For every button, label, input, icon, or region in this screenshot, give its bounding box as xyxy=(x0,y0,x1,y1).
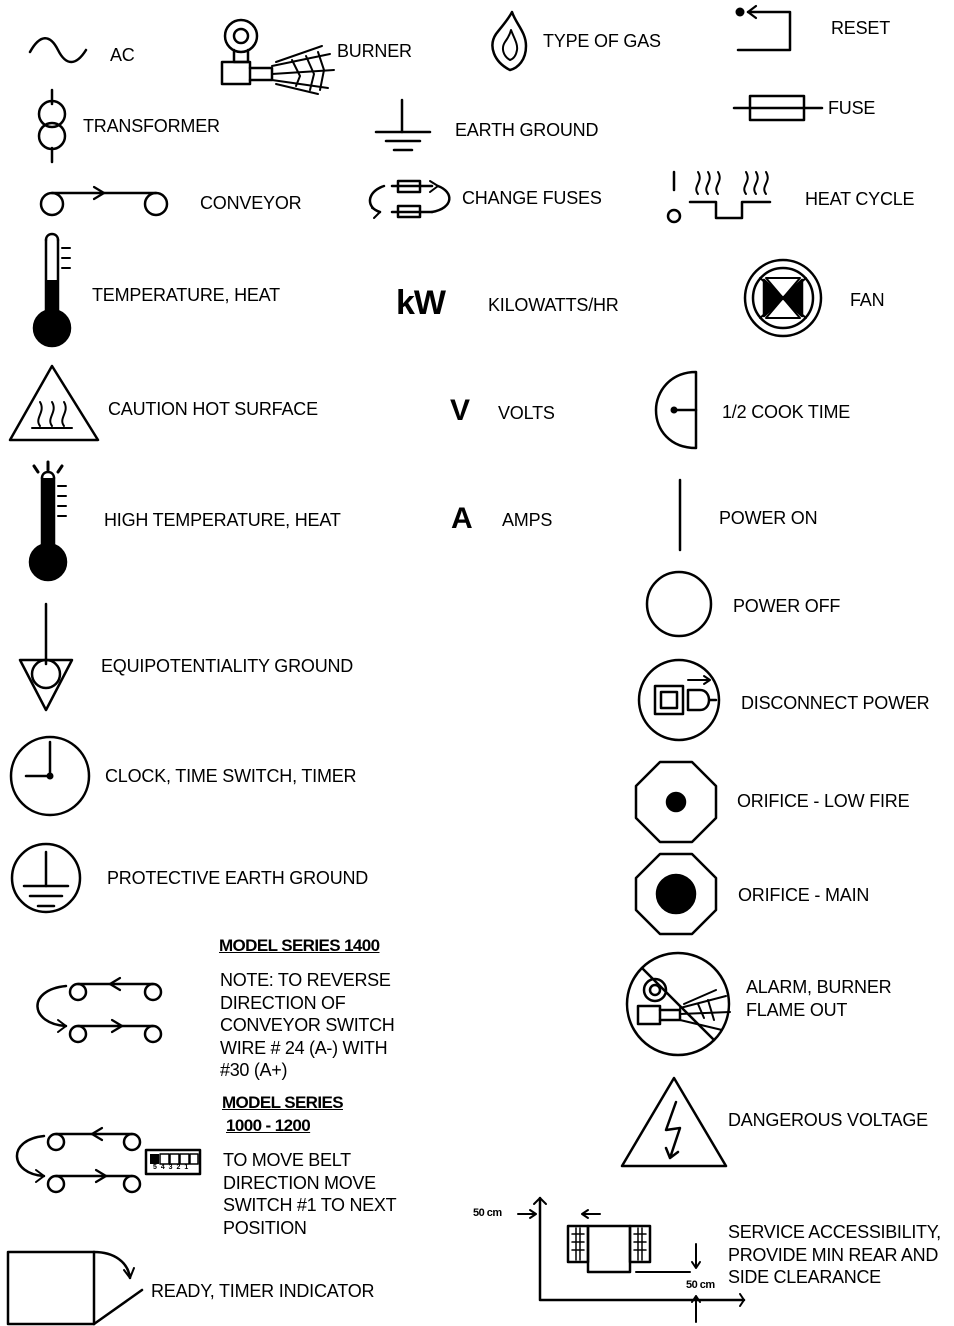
clock-timer-label: CLOCK, TIME SWITCH, TIMER xyxy=(105,766,357,786)
ready-timer-label: READY, TIMER INDICATOR xyxy=(151,1281,375,1301)
model-1400-note xyxy=(220,969,395,1082)
alarm-label-line: ALARM, BURNER xyxy=(746,977,892,997)
amps-label: AMPS xyxy=(502,510,553,530)
note-line: SWITCH #1 TO NEXT xyxy=(223,1195,397,1215)
change-fuses-label: CHANGE FUSES xyxy=(462,188,602,208)
disconnect-power-label: DISCONNECT POWER xyxy=(741,693,930,713)
orifice-main-icon xyxy=(636,854,716,934)
model-1000-heading-1: MODEL SERIES xyxy=(222,1093,343,1112)
note-line: #30 (A+) xyxy=(220,1060,288,1080)
alarm-label-line: FLAME OUT xyxy=(746,999,848,1020)
protective-earth-icon xyxy=(12,844,80,912)
equipotential-ground-icon xyxy=(20,604,72,710)
high-temperature-icon xyxy=(30,462,66,580)
earth-ground-label: EARTH GROUND xyxy=(455,120,599,140)
note-line: TO MOVE BELT xyxy=(223,1150,351,1170)
service-line: SIDE CLEARANCE xyxy=(728,1267,881,1287)
service-label xyxy=(728,1221,941,1289)
change-fuses-icon xyxy=(370,181,449,218)
amps-glyph: A xyxy=(451,502,473,535)
switch-digits: 5 4 3 2 1 xyxy=(153,1164,190,1171)
conveyor-label: CONVEYOR xyxy=(200,193,302,213)
alarm-label xyxy=(746,976,891,1021)
half-clock-icon xyxy=(656,372,696,448)
volts-glyph: V xyxy=(450,394,471,427)
model-1400-heading: MODEL SERIES 1400 xyxy=(219,936,380,955)
fuse-icon xyxy=(734,96,822,120)
service-dim-side: 50 cm xyxy=(686,1279,715,1291)
temperature-heat-label: TEMPERATURE, HEAT xyxy=(92,285,280,305)
protective-earth-label: PROTECTIVE EARTH GROUND xyxy=(107,868,369,888)
conveyor-icon xyxy=(41,187,167,215)
power-off-icon xyxy=(647,572,711,636)
disconnect-power-icon xyxy=(639,660,719,740)
high-temperature-label: HIGH TEMPERATURE, HEAT xyxy=(104,510,341,530)
note-line: CONVEYOR SWITCH xyxy=(220,1015,395,1035)
service-dim-top: 50 cm xyxy=(473,1207,502,1219)
thermometer-icon xyxy=(34,234,70,346)
model-1000-note xyxy=(223,1149,396,1239)
type-of-gas-label: TYPE OF GAS xyxy=(543,31,661,51)
note-line: DIRECTION MOVE xyxy=(223,1172,376,1193)
orifice-low-fire-icon xyxy=(636,762,716,842)
burner-label: BURNER xyxy=(337,41,412,61)
service-line: PROVIDE MIN REAR AND xyxy=(728,1244,939,1265)
half-cook-time-label: 1/2 COOK TIME xyxy=(722,402,851,422)
flame-icon xyxy=(492,12,526,70)
ac-label: AC xyxy=(110,45,135,65)
alarm-flame-out-icon xyxy=(627,953,730,1055)
fan-icon xyxy=(745,260,821,336)
conveyor-reverse-icon xyxy=(37,978,161,1042)
reset-label: RESET xyxy=(831,18,891,38)
clock-icon xyxy=(11,737,89,815)
service-clearance-icon xyxy=(518,1198,744,1322)
heat-cycle-label: HEAT CYCLE xyxy=(805,189,915,209)
hot-surface-icon xyxy=(10,366,98,440)
dangerous-voltage-label: DANGEROUS VOLTAGE xyxy=(728,1110,928,1130)
transformer-label: TRANSFORMER xyxy=(83,116,220,136)
equipotential-ground-label: EQUIPOTENTIALITY GROUND xyxy=(101,656,354,676)
reset-icon xyxy=(736,6,791,50)
note-line: NOTE: TO REVERSE xyxy=(220,970,391,990)
model-1000-heading-2: 1000 - 1200 xyxy=(226,1116,311,1135)
transformer-icon xyxy=(39,90,65,162)
orifice-main-label: ORIFICE - MAIN xyxy=(738,885,870,905)
note-line: DIRECTION OF xyxy=(220,992,346,1013)
note-line: WIRE # 24 (A-) WITH xyxy=(220,1037,388,1058)
ac-icon xyxy=(30,38,86,62)
conveyor-switch-icon xyxy=(17,1128,200,1192)
caution-hot-surface-label: CAUTION HOT SURFACE xyxy=(108,399,318,419)
power-off-label: POWER OFF xyxy=(733,596,841,616)
burner-icon xyxy=(222,20,334,94)
kilowatts-glyph: kW xyxy=(396,284,445,322)
heat-cycle-icon xyxy=(668,172,770,222)
volts-label: VOLTS xyxy=(498,403,555,423)
note-line: POSITION xyxy=(223,1217,307,1238)
kilowatts-label: KILOWATTS/HR xyxy=(488,295,619,315)
power-on-label: POWER ON xyxy=(719,508,818,528)
dangerous-voltage-icon xyxy=(622,1078,726,1166)
orifice-low-fire-label: ORIFICE - LOW FIRE xyxy=(737,791,910,811)
earth-ground-icon xyxy=(376,100,430,150)
service-line: SERVICE ACCESSIBILITY, xyxy=(728,1222,941,1242)
fan-label: FAN xyxy=(850,290,885,310)
ready-timer-icon xyxy=(8,1252,142,1324)
fuse-label: FUSE xyxy=(828,98,876,118)
